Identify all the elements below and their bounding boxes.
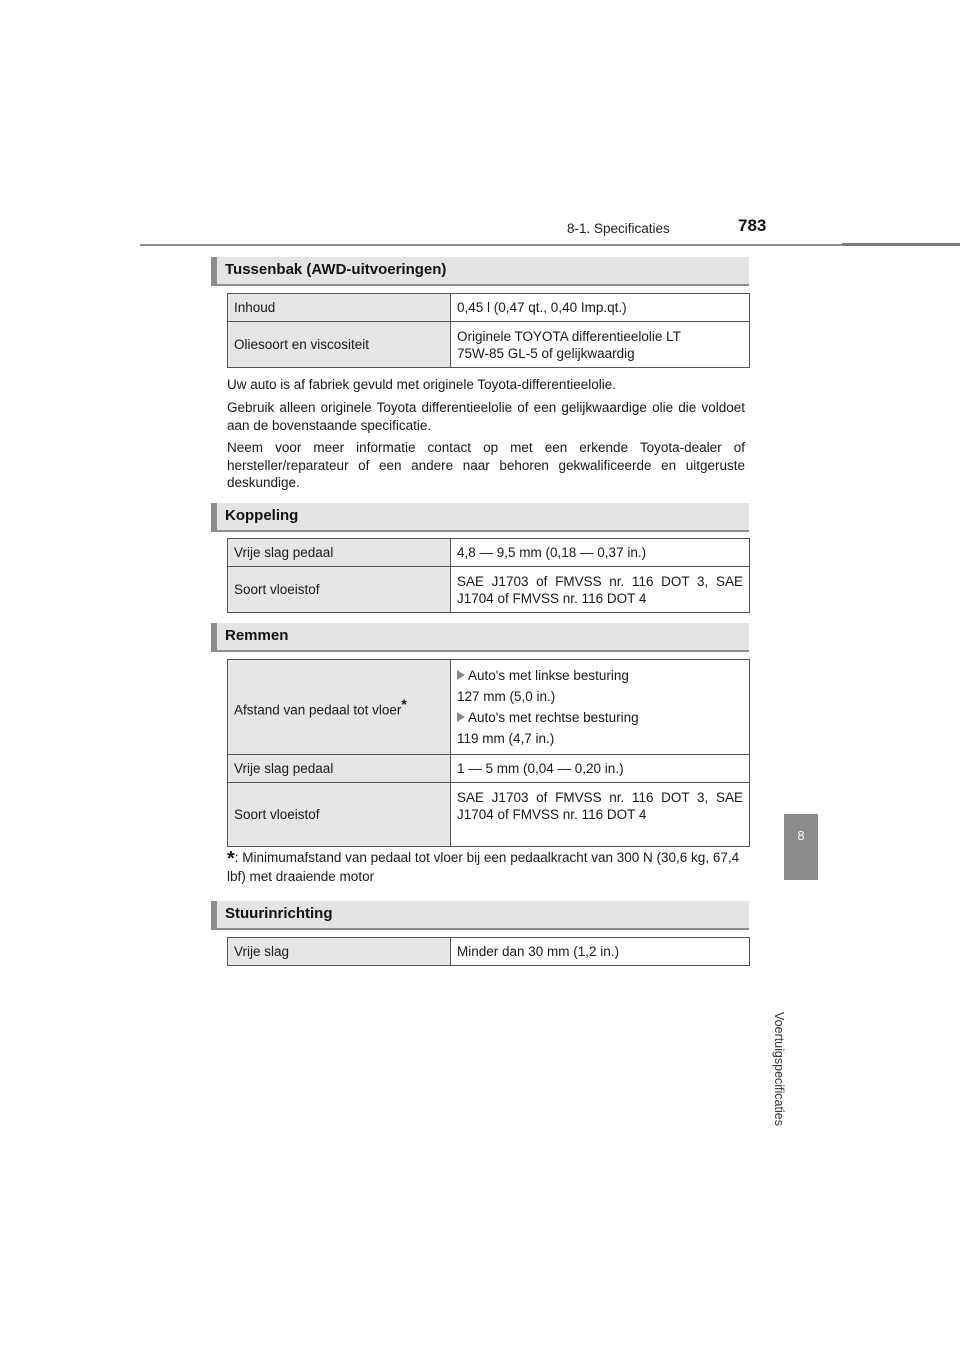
heading-bar bbox=[211, 257, 217, 286]
value-line: 75W-85 GL-5 of gelijkwaardig bbox=[457, 345, 635, 361]
footnote-mark: * bbox=[401, 695, 407, 712]
row-label: Vrije slag pedaal bbox=[228, 539, 451, 567]
row-label: Soort vloeistof bbox=[228, 567, 451, 613]
table-row bbox=[228, 539, 750, 567]
row-label: Inhoud bbox=[228, 294, 451, 322]
heading-bar bbox=[211, 503, 217, 532]
row-label: Vrije slag pedaal bbox=[228, 755, 451, 783]
paragraph: Uw auto is af fabriek gevuld met originele Toyota-differentieelolie. bbox=[227, 377, 616, 392]
variant-heading-text: Auto's met linkse besturing bbox=[468, 668, 629, 683]
variant-heading-text: Auto's met rechtse besturing bbox=[468, 710, 639, 725]
section-heading-clutch bbox=[211, 503, 749, 532]
footnote bbox=[227, 849, 747, 886]
paragraph: Gebruik alleen originele Toyota differentieelolie of een gelijkwaardige olie die voldoet aan de bovenstaande specificatie. bbox=[227, 400, 745, 433]
triangle-bullet-icon bbox=[457, 712, 465, 722]
row-value: SAE J1703 of FMVSS nr. 116 DOT 3, SAE J1704 of FMVSS nr. 116 DOT 4 bbox=[451, 783, 750, 847]
paragraph: Neem voor meer informatie contact op met een erkende Toyota-dealer of hersteller/reparateur of een andere naar behoren gekwalificeerde en uitgeruste deskundige. bbox=[227, 440, 745, 490]
table-row bbox=[228, 938, 750, 966]
section-title: Stuurinrichting bbox=[225, 905, 333, 922]
spec-table-steering bbox=[227, 937, 750, 966]
table-row bbox=[228, 755, 750, 783]
row-value: 0,45 l (0,47 qt., 0,40 Imp.qt.) bbox=[451, 294, 750, 322]
table-row bbox=[228, 783, 750, 847]
row-label: Soort vloeistof bbox=[228, 783, 451, 847]
chapter-tab bbox=[784, 814, 818, 880]
section-header: 8-1. Specificaties bbox=[567, 221, 670, 236]
label-text: Afstand van pedaal tot vloer bbox=[234, 702, 402, 718]
row-value: Minder dan 30 mm (1,2 in.) bbox=[451, 938, 750, 966]
header-rule-thick bbox=[842, 243, 960, 246]
row-value: 1 — 5 mm (0,04 — 0,20 in.) bbox=[451, 755, 750, 783]
chapter-label: Voertuigspecificaties bbox=[772, 1012, 786, 1126]
page-number: 783 bbox=[738, 216, 767, 235]
row-label bbox=[228, 660, 451, 755]
section-heading-brakes bbox=[211, 623, 749, 652]
section-title: Koppeling bbox=[225, 507, 299, 524]
spec-table-brakes bbox=[227, 659, 750, 847]
table-row bbox=[228, 567, 750, 613]
table-row bbox=[228, 322, 750, 368]
section-title: Remmen bbox=[225, 627, 289, 644]
row-label: Vrije slag bbox=[228, 938, 451, 966]
variant-heading bbox=[457, 665, 743, 686]
section-heading-transfer bbox=[211, 257, 749, 286]
chapter-number: 8 bbox=[797, 828, 805, 843]
triangle-bullet-icon bbox=[457, 670, 465, 680]
row-value bbox=[451, 660, 750, 755]
section-title: Tussenbak (AWD-uitvoeringen) bbox=[225, 261, 447, 278]
heading-bar bbox=[211, 901, 217, 930]
footnote-mark: * bbox=[227, 848, 235, 870]
header-rule bbox=[140, 244, 842, 246]
section-heading-steering bbox=[211, 901, 749, 930]
variant-value: 119 mm (4,7 in.) bbox=[457, 731, 555, 746]
table-row bbox=[228, 660, 750, 755]
spec-table-transfer bbox=[227, 293, 750, 368]
spec-table-clutch bbox=[227, 538, 750, 613]
row-value bbox=[451, 322, 750, 368]
heading-bar bbox=[211, 623, 217, 652]
variant-value: 127 mm (5,0 in.) bbox=[457, 689, 556, 704]
variant-heading bbox=[457, 707, 743, 728]
row-label: Oliesoort en viscositeit bbox=[228, 322, 451, 368]
row-value: 4,8 — 9,5 mm (0,18 — 0,37 in.) bbox=[451, 539, 750, 567]
table-row bbox=[228, 294, 750, 322]
value-line: Originele TOYOTA differentieelolie LT bbox=[457, 328, 681, 344]
footnote-text: : Minimumafstand van pedaal tot vloer bij een pedaalkracht van 300 N (30,6 kg, 67,4 lbf) met draaiende motor bbox=[227, 850, 740, 884]
row-value: SAE J1703 of FMVSS nr. 116 DOT 3, SAE J1704 of FMVSS nr. 116 DOT 4 bbox=[451, 567, 750, 613]
